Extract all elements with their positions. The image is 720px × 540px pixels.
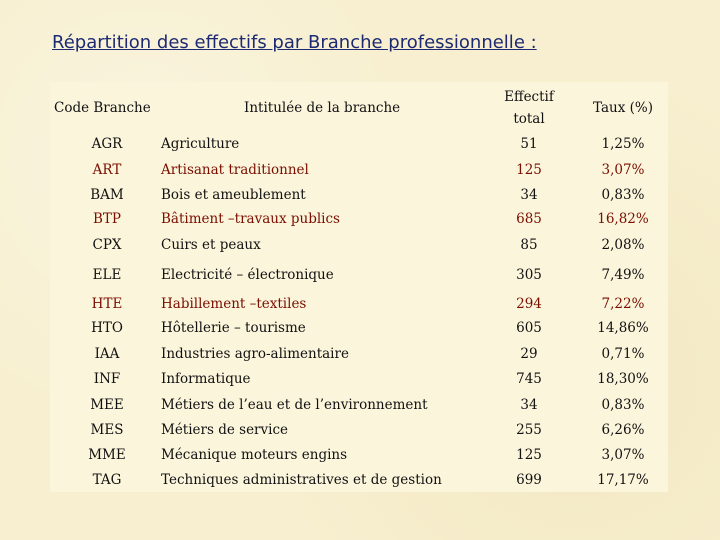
effectifs-table <box>50 82 668 492</box>
header-intitulee: Intitulée de la branche <box>244 100 401 116</box>
branch-code-cell: BAM <box>90 187 124 203</box>
effectif-cell: 294 <box>516 296 542 312</box>
taux-cell: 7,22% <box>601 296 645 312</box>
taux-cell: 0,83% <box>601 397 645 413</box>
branch-code-cell: ELE <box>92 267 122 283</box>
branch-code-cell: HTE <box>91 296 123 312</box>
branch-code-cell: MME <box>88 447 126 463</box>
branch-code-cell: BTP <box>92 211 121 227</box>
branch-code-cell: TAG <box>92 472 122 488</box>
branch-code-cell: MES <box>90 422 124 438</box>
header-taux: Taux (%) <box>593 100 653 116</box>
effectif-cell: 34 <box>520 397 538 413</box>
effectif-cell: 51 <box>520 136 538 152</box>
taux-cell: 2,08% <box>601 237 645 253</box>
effectif-cell: 605 <box>516 320 542 336</box>
header-effectif-line2: total <box>513 111 545 127</box>
branch-code-cell: INF <box>93 371 121 387</box>
branch-code-cell: AGR <box>91 136 123 152</box>
branch-label-cell: Hôtellerie – tourisme <box>161 320 306 336</box>
branch-code-cell: ART <box>92 162 122 178</box>
effectif-cell: 125 <box>516 447 542 463</box>
effectif-cell: 125 <box>516 162 542 178</box>
branch-label-cell: Mécanique moteurs engins <box>161 447 348 463</box>
effectif-cell: 699 <box>516 472 542 488</box>
taux-cell: 0,71% <box>601 346 645 362</box>
taux-cell: 6,26% <box>601 422 645 438</box>
effectif-cell: 685 <box>516 211 542 227</box>
effectif-cell: 85 <box>520 237 538 253</box>
taux-cell: 16,82% <box>597 211 649 227</box>
effectif-cell: 29 <box>520 346 538 362</box>
branch-label-cell: Electricité – électronique <box>161 267 334 283</box>
effectif-cell: 255 <box>516 422 542 438</box>
taux-cell: 18,30% <box>597 371 649 387</box>
branch-code-cell: IAA <box>94 346 120 362</box>
branch-label-cell: Industries agro-alimentaire <box>161 346 349 362</box>
header-code-branche: Code Branche <box>54 100 151 116</box>
branch-label-cell: Artisanat traditionnel <box>161 162 309 178</box>
taux-cell: 17,17% <box>597 472 649 488</box>
effectif-cell: 305 <box>516 267 542 283</box>
branch-code-cell: HTO <box>91 320 123 336</box>
branch-label-cell: Cuirs et peaux <box>161 237 261 253</box>
branch-label-cell: Métiers de l’eau et de l’environnement <box>161 397 428 413</box>
branch-label-cell: Bâtiment –travaux publics <box>161 211 340 227</box>
header-effectif-line1: Effectif <box>504 89 554 105</box>
branch-label-cell: Informatique <box>161 371 251 387</box>
taux-cell: 7,49% <box>601 267 645 283</box>
taux-cell: 3,07% <box>601 447 645 463</box>
taux-cell: 0,83% <box>601 187 645 203</box>
branch-label-cell: Métiers de service <box>161 422 289 438</box>
effectif-cell: 34 <box>520 187 538 203</box>
taux-cell: 14,86% <box>597 320 649 336</box>
effectif-cell: 745 <box>516 371 542 387</box>
branch-label-cell: Agriculture <box>161 136 240 152</box>
page-title: Répartition des effectifs par Branche professionnelle : <box>52 32 537 53</box>
taux-cell: 1,25% <box>601 136 645 152</box>
branch-label-cell: Habillement –textiles <box>161 296 307 312</box>
branch-code-cell: MEE <box>90 397 124 413</box>
branch-label-cell: Bois et ameublement <box>161 187 306 203</box>
branch-label-cell: Techniques administratives et de gestion <box>161 472 442 488</box>
taux-cell: 3,07% <box>601 162 645 178</box>
branch-code-cell: CPX <box>92 237 122 253</box>
